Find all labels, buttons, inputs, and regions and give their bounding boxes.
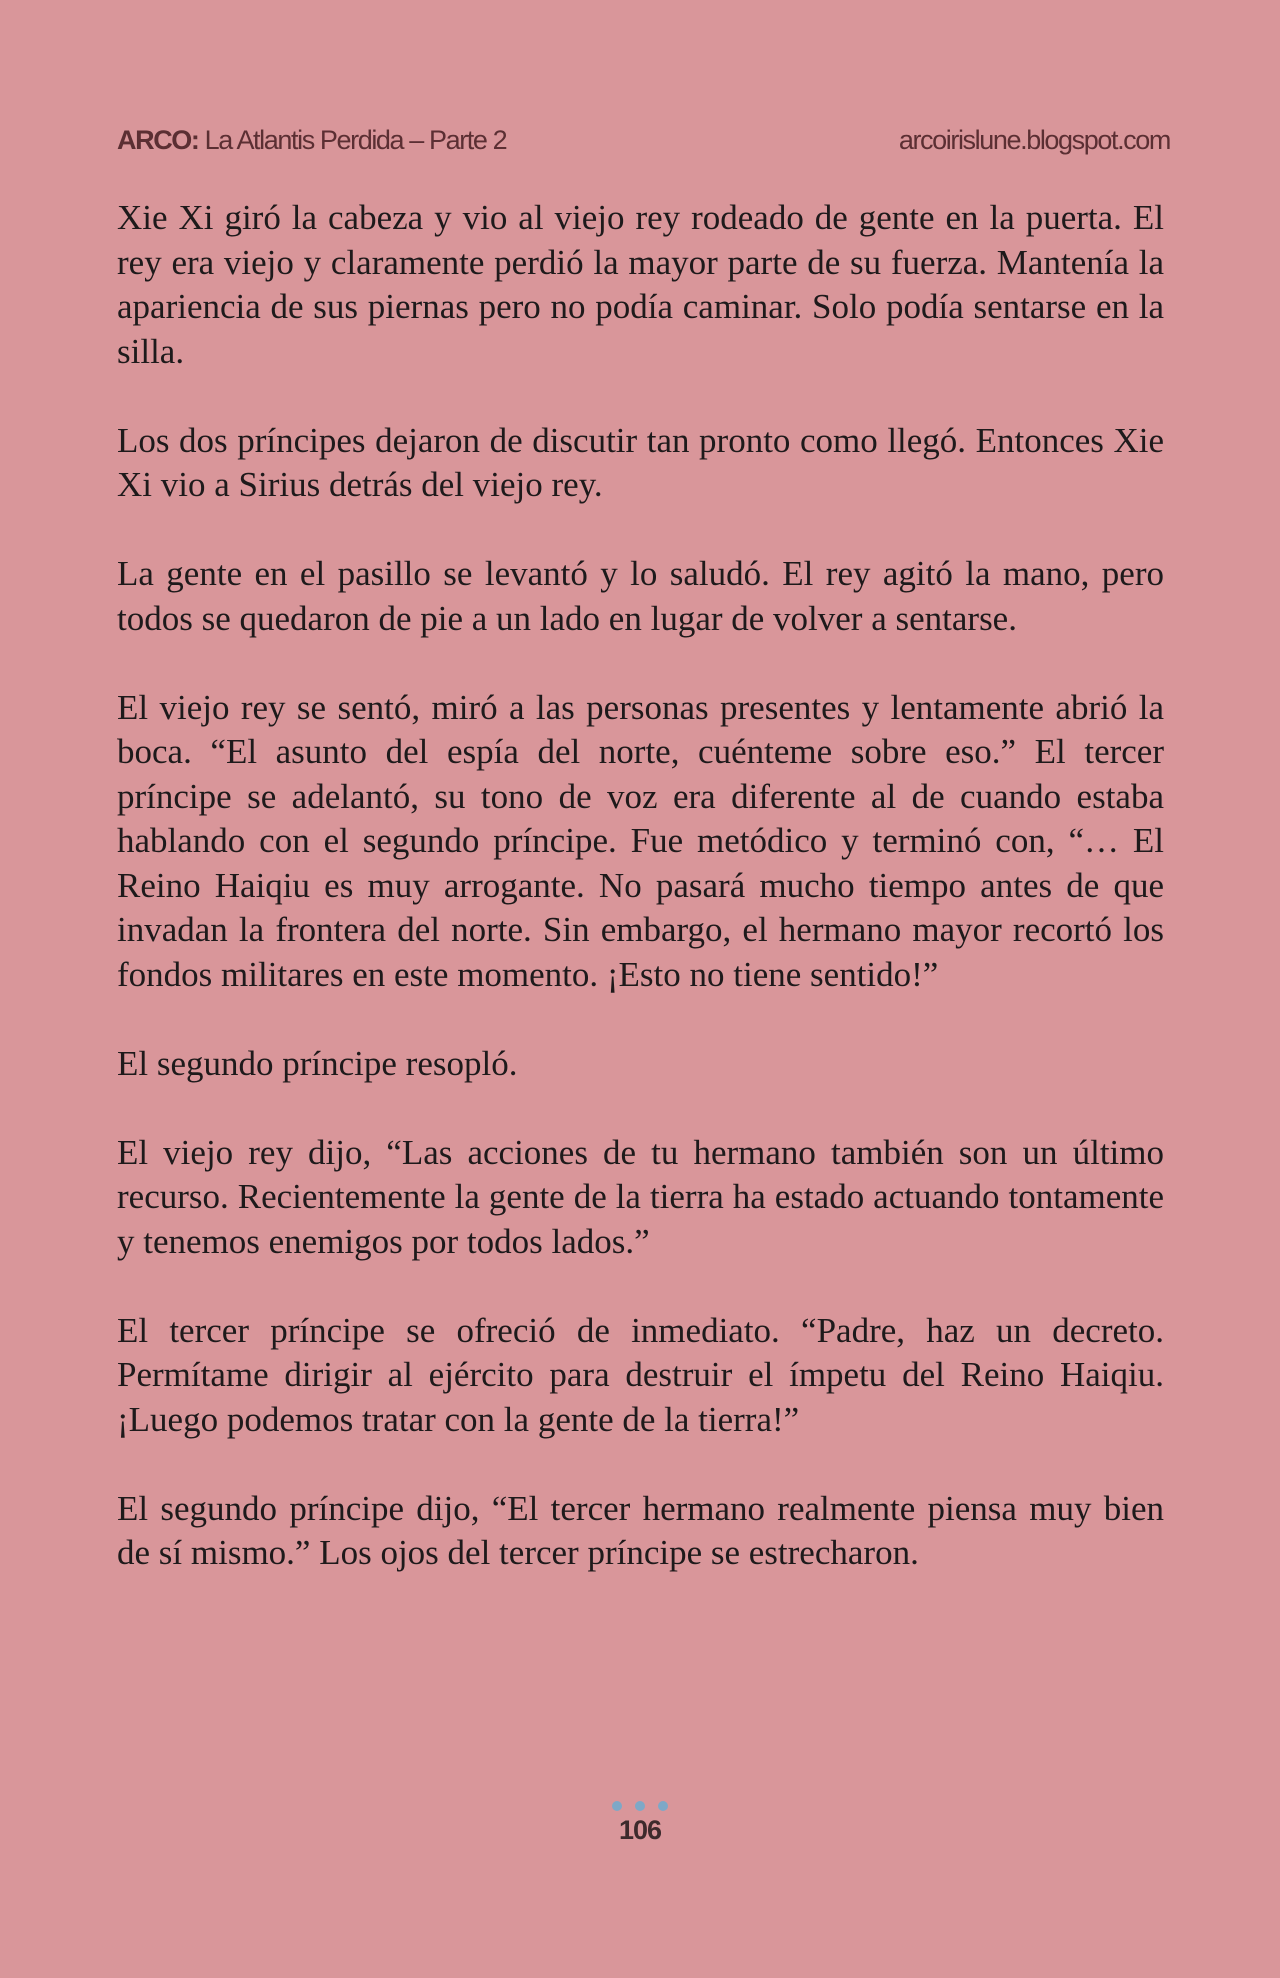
paragraph-7: El tercer príncipe se ofreció de inmediato. “Padre, haz un decreto. Permítame dirigir al ejército para destruir el ímpetu del Reino Haiqiu. ¡Luego podemos tratar con la gente de la tierra!” bbox=[117, 1310, 1164, 1439]
paragraph-8: El segundo príncipe dijo, “El tercer hermano realmente piensa muy bien de sí mismo.” Los ojos del tercer príncipe se estrecharon. bbox=[117, 1488, 1164, 1572]
page-header bbox=[117, 120, 1170, 160]
ellipsis-dots-icon bbox=[0, 1801, 1280, 1813]
body-text bbox=[117, 196, 1164, 1620]
page-footer bbox=[0, 1801, 1280, 1846]
dot-icon bbox=[658, 1801, 668, 1811]
paragraph-2: Los dos príncipes dejaron de discutir tan pronto como llegó. Entonces Xie Xi vio a Sirius detrás del viejo rey. bbox=[117, 420, 1164, 504]
paragraph-5: El segundo príncipe resopló. bbox=[117, 1043, 518, 1083]
paragraph-1: Xie Xi giró la cabeza y vio al viejo rey rodeado de gente en la puerta. El rey era viejo y claramente perdió la mayor parte de su fuerza. Mantenía la apariencia de sus piernas pero no podía caminar. Solo podía sentarse en la silla. bbox=[117, 198, 1164, 371]
header-title bbox=[117, 125, 506, 156]
paragraph-4: El viejo rey se sentó, miró a las personas presentes y lentamente abrió la boca. “El asunto del espía del norte, cuénteme sobre eso.” El tercer príncipe se adelantó, su tono de voz era diferente al de cuando estaba hablando con el segundo príncipe. Fue metódico y terminó con, “… El Reino Haiqiu es muy arrogante. No pasará mucho tiempo antes de que invadan la frontera del norte. Sin embargo, el hermano mayor recortó los fondos militares en este momento. ¡Esto no tiene sentido!” bbox=[117, 687, 1164, 994]
paragraph-3: La gente en el pasillo se levantó y lo saludó. El rey agitó la mano, pero todos se quedaron de pie a un lado en lugar de volver a sentarse. bbox=[117, 554, 1164, 638]
header-brand: ARCO: bbox=[117, 124, 199, 155]
page-number: 106 bbox=[618, 1815, 662, 1845]
header-book-title: La Atlantis Perdida – Parte 2 bbox=[204, 124, 507, 155]
paragraph-6: El viejo rey dijo, “Las acciones de tu hermano también son un último recurso. Recientemente la gente de la tierra ha estado actuando tontamente y tenemos enemigos por todos lados.” bbox=[117, 1132, 1164, 1261]
dot-icon bbox=[612, 1801, 622, 1811]
dot-icon bbox=[635, 1801, 645, 1811]
header-site: arcoirislune.blogspot.com bbox=[898, 124, 1170, 155]
